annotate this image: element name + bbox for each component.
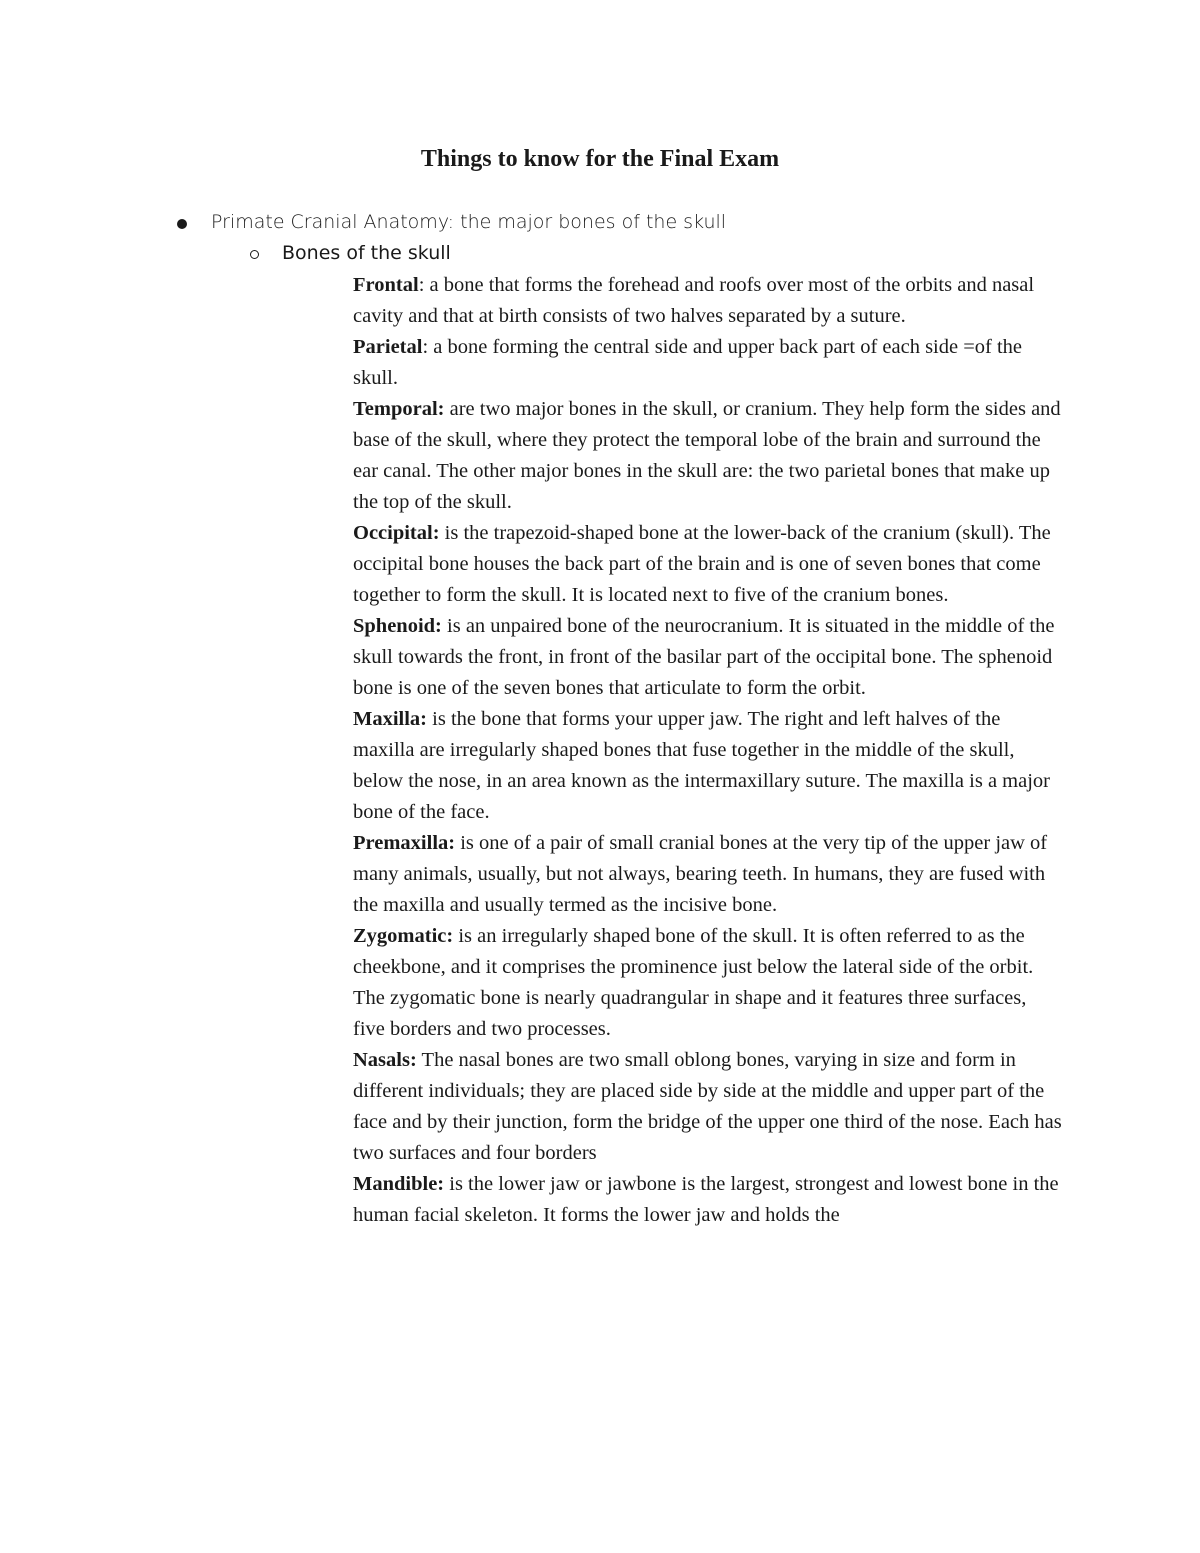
bone-entry-zygomatic <box>353 921 1063 1045</box>
bone-name: Temporal: <box>353 398 445 420</box>
bones-list <box>353 270 1063 1231</box>
bone-entry-mandible <box>353 1169 1063 1231</box>
bone-description: is an irregularly shaped bone of the skull. It is often referred to as the cheekbone, and it comprises the prominence just below the lateral side of the orbit. The zygomatic bone is nearly quadrangular in shape and it features three surfaces, five borders and two processes. <box>353 925 1034 1040</box>
section-heading: Primate Cranial Anatomy: the major bones of the skull <box>211 211 727 233</box>
bone-entry-sphenoid <box>353 611 1063 704</box>
bone-name: Premaxilla: <box>353 832 456 854</box>
bone-description: is one of a pair of small cranial bones at the very tip of the upper jaw of many animals, usually, but not always, bearing teeth. In humans, they are fused with the maxilla and usually termed as the incisive bone. <box>353 832 1048 916</box>
bone-description: is the bone that forms your upper jaw. The right and left halves of the maxilla are irregularly shaped bones that fuse together in the middle of the skull, below the nose, in an area known as the intermaxillary suture. The maxilla is a major bone of the face. <box>353 708 1050 823</box>
bone-name: Maxilla: <box>353 708 428 730</box>
bone-name: Nasals: <box>353 1049 417 1071</box>
bone-entry-premaxilla <box>353 828 1063 921</box>
bone-name: Parietal <box>353 336 423 358</box>
bone-description: are two major bones in the skull, or cranium. They help form the sides and base of the skull, where they protect the temporal lobe of the brain and surround the ear canal. The other major bones in the skull are: the two parietal bones that make up the top of the skull. <box>353 398 1061 513</box>
bone-entry-occipital <box>353 518 1063 611</box>
bone-name: Sphenoid: <box>353 615 442 637</box>
bullet-circle-icon <box>250 250 259 259</box>
bone-description: is the trapezoid-shaped bone at the lower-back of the cranium (skull). The occipital bone houses the back part of the brain and is one of seven bones that come together to form the skull. It is located next to five of the cranium bones. <box>353 522 1051 606</box>
document-title: Things to know for the Final Exam <box>420 146 780 172</box>
bone-entry-temporal <box>353 394 1063 518</box>
bone-name: Zygomatic: <box>353 925 454 947</box>
section-subheading: Bones of the skull <box>282 242 451 264</box>
bone-description: is the lower jaw or jawbone is the largest, strongest and lowest bone in the human facial skeleton. It forms the lower jaw and holds the <box>353 1173 1059 1226</box>
bone-entry-frontal <box>353 270 1063 332</box>
bone-name: Mandible: <box>353 1173 445 1195</box>
bone-entry-maxilla <box>353 704 1063 828</box>
bullet-disc-icon <box>177 219 187 229</box>
bone-description: : a bone that forms the forehead and roofs over most of the orbits and nasal cavity and that at birth consists of two halves separated by a suture. <box>353 274 1035 327</box>
bone-description: : a bone forming the central side and upper back part of each side =of the skull. <box>353 336 1023 389</box>
bone-description: is an unpaired bone of the neurocranium. It is situated in the middle of the skull towards the front, in front of the basilar part of the occipital bone. The sphenoid bone is one of the seven bones that articulate to form the orbit. <box>353 615 1055 699</box>
bone-entry-nasals <box>353 1045 1063 1169</box>
bone-description: The nasal bones are two small oblong bones, varying in size and form in different individuals; they are placed side by side at the middle and upper part of the face and by their junction, form the bridge of the upper one third of the nose. Each has two surfaces and four borders <box>353 1049 1062 1164</box>
bone-name: Occipital: <box>353 522 440 544</box>
bone-entry-parietal <box>353 332 1063 394</box>
bone-name: Frontal <box>353 274 419 296</box>
